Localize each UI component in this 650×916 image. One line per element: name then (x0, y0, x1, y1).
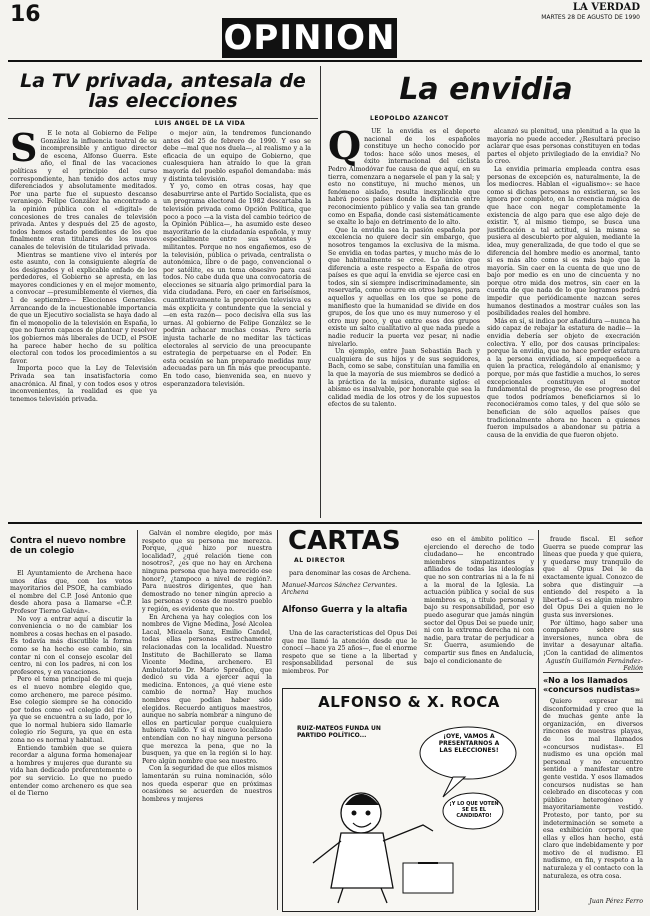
paragraph: El Ayuntamiento de Archena hace unos días que, con los votos mayoritarios del PSOE, ha cambiado el nombre del C.P. José Antonio que desde ahora pasa a llamarse «C.P. Profesor Tierno Galván». (10, 570, 132, 615)
column-divider (538, 530, 539, 910)
article-2-title: La envidia (399, 72, 573, 107)
paragraph: alcanzó su plenitud, una plenitud a la que la mayoría no puede acceder. ¿Resultará preciso aclarar que esas personas constituyen en todas partes el objeto privilegiado de la envidia? No lo creo. (487, 128, 640, 166)
paragraph: La envidia primaria empleada contra esas personas de excepción es, naturalmente, la de los mediocres. Hablan el «igualismo»: se hace como si dichas personas no existieran, se les ignora por completo, en la creencia mágica de que hace con negar completamente la existencia de algo para que ese algo deje de existir. Y, al mismo tiempo, se busca una justificación a tal actitud, si la misma se pusiera al descubierto por alguien, mediante la idea, muy generalizada, de que todo el que se diferencia del hombre medio es anormal, tanto si es más alto como si es más bajo que la mayoría. Sin caer en la cuenta de que uno de bajo por medio es en uno de cincuenta y no porque otro mida dos metros, sin caer en la cuenta de que nada de lo que logramos podrá impedir que periódicamente nazcan seres humanos destinados a mostrar cuáles son las posibilidades reales del hombre. (487, 165, 640, 318)
paragraph: Un ejemplo, entre Juan Sebastián Bach y cualquiera de sus hijos y de sus seguidores, Bach, como se sabe, constituían una familia en la que la mayoría de sus miembros se dedicó a la práctica de la música, durante siglos: el abismo es insalvable, por honorable que sea la calidad media de los otros y de los supuestos efectos de su talento. (328, 348, 480, 409)
letters-subtitle: AL DIRECTOR (294, 557, 346, 564)
paragraph: Quiero expresar mi disconformidad y creo que la de muchas gente ante la organización, en diversos rincones de nuestras playas, de los mal llamados «concursos nudistas». El nudismo es una opción mal personal y no encuentro sentido a manifestar entre gente vestida. Y esos llamados concursos nudistas se han celebrado en discotecas y con público heterogéneo y mayoritariamente vestido. Protesto, por tanto, por su indeterminación se somete a esa exhibición corporal que ellas y ellos han hecho, está claro que indebidamente y por motivo de el nudismo. El nudismo, en fin, y respeto a la naturaleza y el contacto con la naturaleza, es otra cosa. (543, 698, 643, 880)
letter-2-signature: Agustín Guillamón Fernández-Felión (546, 658, 643, 672)
paragraph: Entiendo también que se quiera recordar a alguna forma homenajear a hombres y mujeres que durante su vida han dedicado preferentemente o por su servicio. Lo que no puedo entender como archenero es que sea el de Tierno (10, 744, 132, 798)
article-2-column-2 (487, 128, 640, 520)
paragraph: Una de las características del Opus Dei que me llamó la atención desde que le conocí —hace ya 25 años—, fue el enorme respeto que se tiene a la libertad y responsabilidad personal de sus miembros. Por (282, 630, 417, 675)
cartoon-bubble-text: ¡OYE, VAMOS A PRESENTARNOS A LAS ELECCIONES! (438, 733, 500, 754)
paragraph: Pero el tema principal de mi queja es el nuevo nombre elegido que, como archenero, me parece pésimo. Ese colegio siempre se ha conocido por todos como «el colegio del río», ya que se encuentra a su lado, por lo que lo normal hubiera sido llamarle colegio río Segura, ya que en esta zona no es normal y habitual. (10, 676, 132, 745)
letter-2-title: Alfonso Guerra y la altafia (282, 605, 408, 615)
letters-title: CARTAS (288, 526, 401, 556)
drop-cap: S (10, 130, 38, 170)
paragraph: En Archena ya hay colegios con los nombres de Vigne Medina, José Alcolea Lacal, Micaela Sanz, Emilio Candel, todas ellas personas estrechamente relacionadas con la localidad. Nuestro Instituto de Bachillerato se llama Vicente Medina, archenero. El Ambulatorio Dr. Mario Spreáfico, que dedicó su vida a ejercer aquí la medicina. Entonces, ¿a qué viene este cambio de norma? Hay muchos nombres que podían haber sido elegidos. Recuerdo antiguos maestros, aunque no sabría nombrar a ninguno de ellos en particular porque cualquiera hubiera valido. Y si el nuevo localizado entendían con no hay ninguna persona que merezca la pena, que no la busquen, ya que en la región si lo hay. Pero algún nombre que sea nuestro. (142, 613, 272, 765)
paragraph: E le nota al Gobierno de Felipe González la influencia teatral de su incomprensible y antiguo director de escena, Alfonso Guerra. Este año, el final de las vacaciones políticas y el principio del curso correspondiente, han tenido dos actos muy diferenciados y absolutamente meditados. Por una parte fue el supuesto descanso veraniego. Felipe González ha encontrado a la opinión pública con el «digital» de concesiones de tres canales de televisión privada. Antes y después del 25 de agosto, todos hemos estado pendientes de los que finalmente eran titulares de los nuevos canales de televisión de titularidad privada. (10, 130, 157, 251)
letter-2-column-3 (543, 536, 643, 656)
paper-name: LA VERDAD (572, 2, 640, 13)
article-1-author: LUIS ANGEL DE LA VIDA (154, 120, 246, 127)
paragraph: Que la envidia sea la pasión española por excelencia no quiere decir sin embargo, que nosotros tengamos la exclusiva de la misma. Se envidia en todas partes, y mucho más de lo que habitualmente se cree. Lo único que diferencia a este respecto a España de otros países es que aquí la envidia se ejerce casi en todos, sin sí siempre indiscriminadamente, sin reservarla, como ocurre en otros lugares, para aquellos y aquellas en los que se pone de manifiesto que la humanidad se divide en dos grupos, de los que uno es muy numeroso y el otro muy poco, y que entre esos dos grupos existe un salto cualitativo al que nada puede a nadie reducir la puerta vez pesar, ni nadie nivelarlo. (328, 226, 480, 348)
character-eye (352, 811, 357, 816)
column-divider (277, 530, 278, 910)
paragraph: No voy a entrar aquí a discutir la conveniencia o no de cambiar los nombres a cosas hechas en el pasado. Es todavía más discutible la forma como se ha hecho ese cambio, sin contar ni con el consejo escolar del centro, ni con los padres, ni con los profesores, y en vacaciones. (10, 615, 132, 676)
letter-1-column-1 (10, 570, 132, 908)
paragraph: Mientras se mantiene vivo el interés por este asunto, con la consiguiente alegría de los designados y el explicable enfado de los perdedores, el Gobierno se apresta, en las mayores condiciones y en el mejor momento, a convocar —presumiblemente el viernes, día 1 de septiembre— Elecciones Generales. Arrancando de la incuestionable importancia de que un Ejecutivo socialista se haya dado al fin el monopolio de la televisión en España, lo que no fueron capaces de plantear y resolver los gobiernos más liberales de UCD, el PSOE ha parece haber hecho de su política electoral con todos los procedimientos a su favor. (10, 251, 157, 365)
column-divider (320, 66, 321, 518)
letter-1-tail (282, 570, 417, 580)
column-divider (137, 530, 138, 910)
cartoon-caption: RUIZ-MATEOS FUNDA UN PARTIDO POLÍTICO... (297, 725, 381, 739)
letter-3-signature: Juan Pérez Ferro (589, 898, 643, 905)
section-divider (8, 522, 642, 524)
character-arm (383, 825, 433, 841)
article-1-column-2 (163, 130, 311, 518)
article-2-column-1 (328, 128, 480, 520)
cartoon-bubble-small-text: ¡Y LO QUE VOTEN SE ES EL CANDIDATO! (449, 801, 499, 819)
paragraph: Galván el nombre elegido, por más respeto que su persona me merezca. Porque, ¿qué hizo por nuestra localidad?, ¿qué relación tiene con nosotros?, ¿es que no hay en Archena ninguna persona que haya merecido ese honor?, ¿tampoco a nivel de región?. Para nuestros dirigentes, que han demostrado no tener ningún aprecio a las personas y cosas de nuestro pueblo y región, es evidente que no. (142, 530, 272, 613)
paragraph: para denominar las cosas de Archena. (289, 570, 411, 577)
paragraph: Y yo, como en otras cosas, hay que desaburrirse ante el Partido Socialista, que es un programa electoral de 1982 descartaba la televisión privada como Opción Política, que poco a poco —a la vista del cambio teórico de la Opinión Pública—, ha asumido este deseo mayoritario de la ciudadanía española, y muy especialmente entre sus votantes y militantes. Porque no nos engañemos, eso de la televisión, pública o privada, centralista o autonómica, libre o de pago, convencional o por satélite, es un tema obsesivo para casi todos. No cabe duda que una convocatoria de elecciones se situaría algo primordial para la vida ciudadana. Pero, en caer en fariseísmos, cuantitativamente la proporción televisiva es más explícita y contundente que la sencial y —en esta razón— poco decisiva ella sus las urnas. Al gobierno de Felipe González se le podrán achacar muchas cosas. Pero sería injusta tacharle de no meditar las tácticas electorales al servicio de una preocupante estrategia de perpetuarse en el Poder. En esta ocasión se han preparado medidas muy adecuadas para un fin más que preocupante. En todo caso, bienvenida sea, en nuevo y esperanzadora televisión. (163, 183, 311, 388)
paragraph: Importa poco que la Ley de Televisión Privada sea tan insatisfactoria como anacrónica. Al final, y con todos esos y otros inconvenientes, la realidad es que ya tenemos televisión privada. (10, 365, 157, 403)
letter-2-column-2 (424, 536, 534, 682)
article-1-rule (8, 118, 318, 119)
letter-3-body (543, 698, 643, 896)
letter-divider (543, 672, 643, 673)
issue-date: MARTES 28 DE AGUSTO DE 1990 (541, 14, 640, 21)
section-banner: OPINION (223, 18, 396, 58)
paragraph: o mejor aún, la tendremos funcionando antes del 25 de febrero de 1990. Y eso se debe —mal que nos duela—, al realismo y a la eficacia de un equipo de Gobierno, que cualesquiera han atraído lo que la gran mayoría del pueblo español demandaba: más y distinta televisión. (163, 130, 311, 183)
paragraph: Por último, hago saber una compañero sobre sus inversiones, nunca obra de invitar a desayunar altafia. ¡Con la cantidad de alimentos (543, 619, 643, 656)
paragraph: Más en sí, si indica por añadidura —nunca ha sido capaz de rebajar la estatura de nadie— la envidia debería ser objeto de execración colectiva. Y ello, por dos causas principales: porque la envidia, que no hace perder estatura a la persona envidiada, sí empequeñece a quien la practica, relegándolo al enanismo; y porque, por más que fastidie a muchos, lo seres excepcionales constituyen el motor fundamental de progreso, de ese progreso del que todos podríamos beneficiarnos si lo reconociéramos como tales, y del que sólo se benefician de sólo aquellos países que tradicionalmente ahora no hacen a quienes fueron impulsados a abandonar su patria a causa de la envidia de que fueron objeto. (487, 317, 640, 439)
paragraph: Con la seguridad de que ellos mismos lamentarán su ruina nominación, sólo nos queda esperar que en próximas ocasiones se acuerden de nuestros hombres y mujeres (142, 765, 272, 803)
paragraph: eso en el ámbito político —ejerciendo el derecho de todo ciudadano— he encontrado miembros simpatizantes y afiliados de todas las ideologías que no son contrarias ni a la fe ni a la moral de la Iglesia. La actuación pública y social de sus miembros es, a título personal y bajo su responsabilidad, por eso puedo asegurar que jamás ningún sector del Opus Dei se puede unir, ni con la extrema derecha ni con nadie, para tratar de perjudicar a Sr. Guerra, asumiendo de compartir sus fines en Andalucía, bajo el condicionante de (424, 536, 534, 665)
letter-1-signature: Manuel-Marcos Sánchez Cervantes. Archena (282, 582, 398, 596)
ballot-box (403, 863, 453, 893)
paragraph: UE la envidia es el deporte nacional de los españoles constituye un hecho conocido por todos: hace sólo unos meses, el éxito internacional del ciclista Pedro Almodóvar fue causa de que aquí, en su tierra, comenzara a negarsele el pan y la sal; y esto no constituye, ni mucho menos, un fenómeno aislado, resulta inexplicable que habrá pocos países donde la distancia entre reconocimiento público y valía sea tan grande como en España, donde casi sistemáticamente se exalte lo bajo en detrimento de lo alto. (328, 128, 480, 227)
article-1-column-1 (10, 130, 157, 518)
character-eye (366, 811, 371, 816)
cartoon-panel (282, 688, 536, 912)
article-2-author: LEOPOLDO AZANCOT (370, 115, 449, 122)
paragraph: fraude fiscal. El señor Guerra se puede comprar las líneas que pueda y que quiera, y quedarse muy tranquilo de que al Opus Dei le da exactamente igual. Conozco de sobra que distinguir —a entiendo del respeto a la libertad— si es algún miembro del Opus Dei a quien no le gusta sus inversiones. (543, 536, 643, 619)
cartoon-title: ALFONSO & X. ROCA (318, 693, 500, 711)
drop-cap: Q (328, 128, 362, 168)
character-legs (338, 888, 387, 903)
letter-1-title: Contra el nuevo nombre de un colegio (10, 536, 126, 556)
letter-3-title: «No a los llamados «concursos nudistas» (543, 676, 641, 694)
letter-1-column-2 (142, 530, 272, 908)
letter-2-column-1 (282, 630, 417, 682)
page-number: 16 (10, 2, 41, 27)
article-1-title: La TV privada, antesala de las elecciones (20, 70, 306, 112)
header-rule (8, 60, 642, 62)
